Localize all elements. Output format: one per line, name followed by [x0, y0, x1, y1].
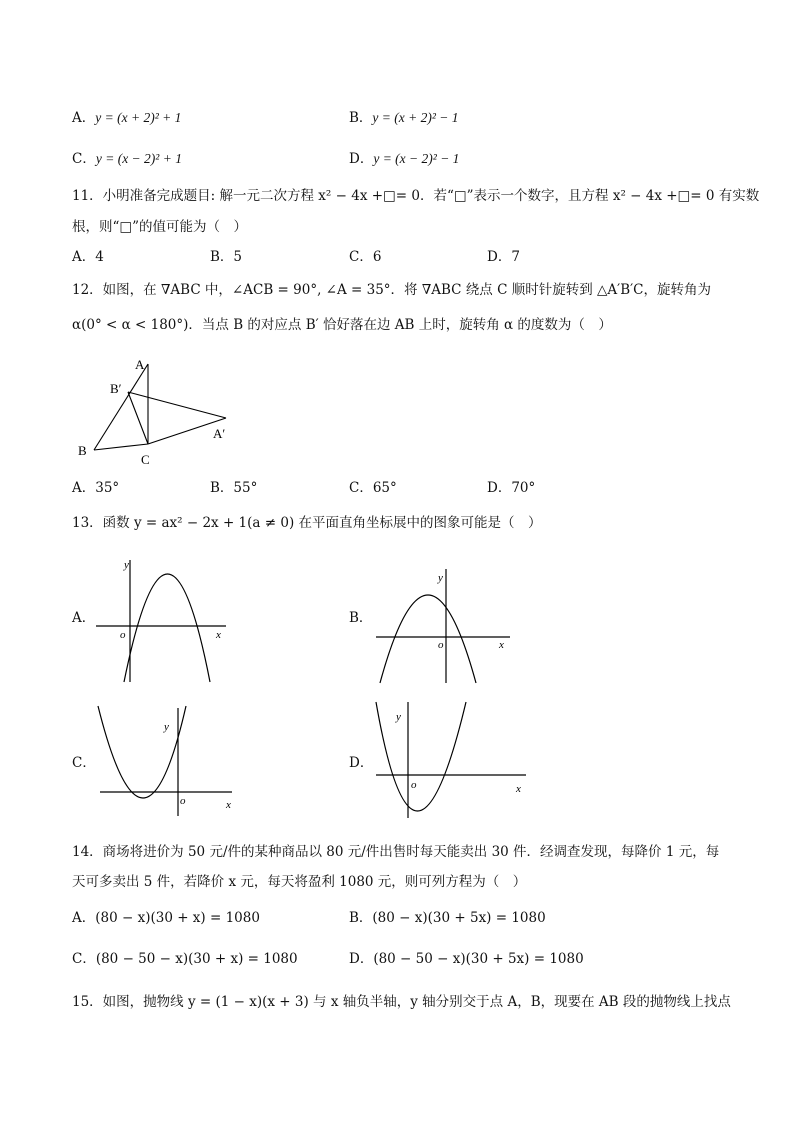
- q12-option-c: C．65°: [349, 480, 397, 496]
- q10-option-a-expr: y = (x + 2)² + 1: [95, 110, 182, 125]
- svg-text:o: o: [120, 629, 126, 641]
- q12-rotation-figure: [70, 352, 240, 470]
- q10-option-c: C．y = (x − 2)² + 1: [72, 151, 182, 167]
- q14-stem-line2: 天可多卖出 5 件，若降价 x 元，每天将盈利 1080 元，则可列方程为（ ）: [72, 874, 527, 890]
- q14-option-c: C．(80 − 50 − x)(30 + x) = 1080: [72, 951, 298, 967]
- q14-option-d: D．(80 − 50 − x)(30 + 5x) = 1080: [349, 951, 584, 967]
- svg-text:o: o: [180, 795, 186, 807]
- label-a: A: [135, 357, 145, 372]
- label-b-prime: B′: [110, 381, 122, 396]
- q11-option-a: A．4: [72, 249, 104, 265]
- svg-text:o: o: [438, 639, 444, 651]
- q12-stem-line1: 12．如图，在 ∇ABC 中，∠ACB = 90°, ∠A = 35°．将 ∇ABC 绕点 C 顺时针旋转到 △A′B′C，旋转角为: [72, 282, 712, 298]
- label-c: C: [141, 452, 150, 467]
- q11-stem-line2: 根，则“□”的值可能为（ ）: [72, 219, 248, 235]
- q10-option-d-expr: y = (x − 2)² − 1: [373, 151, 460, 166]
- q13-graph-b: [372, 565, 522, 687]
- svg-text:y: y: [396, 711, 401, 723]
- segment-b1a1: [128, 392, 226, 418]
- svg-text:x: x: [516, 783, 521, 795]
- q10-option-b-expr: y = (x + 2)² − 1: [372, 110, 459, 125]
- svg-text:x: x: [499, 639, 504, 651]
- q13-option-a-label: A．: [72, 610, 96, 626]
- q10-option-b: B．y = (x + 2)² − 1: [349, 110, 459, 126]
- q13-graph-a: [92, 550, 232, 685]
- q11-option-c: C．6: [349, 249, 382, 265]
- q13-graph-d: [370, 698, 530, 822]
- q13-option-b-label: B．: [349, 610, 373, 626]
- q13-option-d-label: D．: [349, 755, 374, 771]
- q13-option-c-label: C．: [72, 755, 96, 771]
- svg-text:y: y: [124, 559, 129, 571]
- svg-text:y: y: [438, 572, 443, 584]
- q12-option-a: A．35°: [72, 480, 120, 496]
- q12-option-b: B．55°: [210, 480, 258, 496]
- svg-text:x: x: [216, 629, 221, 641]
- q11-option-b: B．5: [210, 249, 243, 265]
- segment-b1c: [128, 392, 148, 444]
- svg-text:x: x: [226, 799, 231, 811]
- q10-option-a: A．y = (x + 2)² + 1: [72, 110, 182, 126]
- q12-option-d: D．70°: [487, 480, 536, 496]
- svg-text:y: y: [164, 721, 169, 733]
- q14-option-a: A．(80 − x)(30 + x) = 1080: [72, 910, 260, 926]
- q11-stem-line1: 11．小明准备完成题目: 解一元二次方程 x² − 4x +□= 0．若“□”表示一个数字，且方程 x² − 4x +□= 0 有实数: [72, 188, 760, 204]
- q11-option-d: D．7: [487, 249, 520, 265]
- label-a-prime: A′: [213, 426, 226, 441]
- q14-stem-line1: 14．商场将进价为 50 元/件的某种商品以 80 元/件出售时每天能卖出 30 件．经调查发现，每降价 1 元，每: [72, 844, 720, 860]
- q13-stem: 13．函数 y = ax² − 2x + 1(a ≠ 0) 在平面直角坐标展中的图象可能是（ ）: [72, 515, 542, 531]
- q13-graph-c: [92, 700, 242, 820]
- segment-bc: [94, 444, 148, 450]
- q15-stem-line1: 15．如图，抛物线 y = (1 − x)(x + 3) 与 x 轴负半轴，y 轴分别交于点 A，B，现要在 AB 段的抛物线上找点: [72, 994, 731, 1010]
- q14-option-b: B．(80 − x)(30 + 5x) = 1080: [349, 910, 546, 926]
- q12-stem-line2: α(0° < α < 180°)．当点 B 的对应点 B′ 恰好落在边 AB 上时，旋转角 α 的度数为（ ）: [72, 317, 612, 333]
- q10-option-c-expr: y = (x − 2)² + 1: [95, 151, 182, 166]
- q10-option-d: D．y = (x − 2)² − 1: [349, 151, 460, 167]
- segment-ab: [94, 364, 148, 450]
- label-b: B: [78, 443, 87, 458]
- svg-text:o: o: [411, 779, 417, 791]
